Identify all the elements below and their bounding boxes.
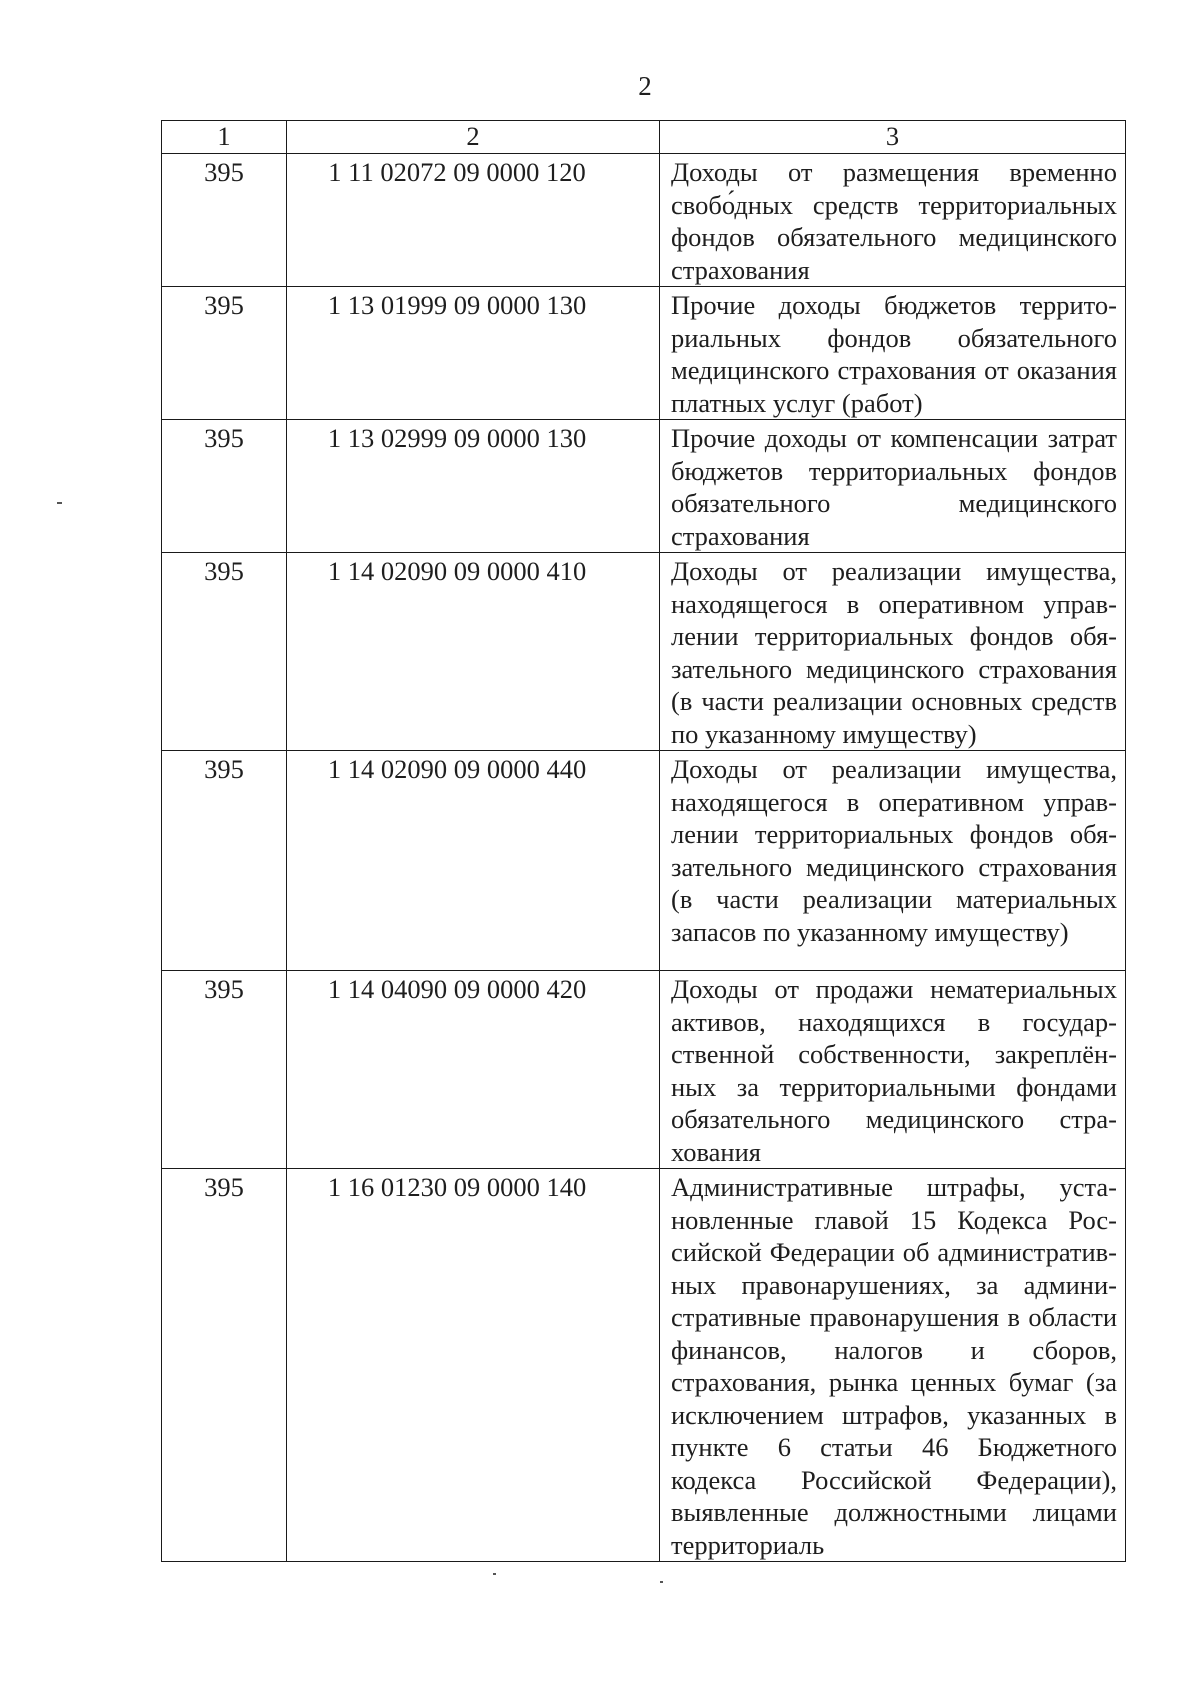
revenue-code-cell: 1 11 02072 09 0000 120 <box>287 154 660 287</box>
scan-speck <box>57 502 62 504</box>
admin-code-cell: 395 <box>162 1169 287 1562</box>
revenue-code-cell: 1 13 01999 09 0000 130 <box>287 287 660 420</box>
revenue-name-cell: Доходы от размещения временно свобо́дных средств территориальных фондов обязательного медицинского страхования <box>660 154 1126 287</box>
revenue-codes-table <box>161 120 1126 1562</box>
admin-code-cell: 395 <box>162 420 287 553</box>
revenue-name-cell: Доходы от продажи нематериальных активов, находящихся в государственной собственности, закреплённых за территориальными фондами обязательного медицинского страхования <box>660 971 1126 1169</box>
admin-code-cell: 395 <box>162 971 287 1169</box>
table-row <box>162 1169 1126 1562</box>
column-header-3: 3 <box>660 121 1126 154</box>
admin-code-cell: 395 <box>162 287 287 420</box>
table-row <box>162 154 1126 287</box>
revenue-code-cell: 1 13 02999 09 0000 130 <box>287 420 660 553</box>
revenue-code-cell: 1 14 02090 09 0000 440 <box>287 751 660 971</box>
revenue-name-cell: Доходы от реализации имущества, находящегося в оперативном управлении территориальных фондов обязательного медицинского страхования (в части реализации материальных запасов по указанному имуществу) <box>660 751 1126 971</box>
column-header-2: 2 <box>287 121 660 154</box>
table-header-row <box>162 121 1126 154</box>
revenue-name-cell: Административные штрафы, установленные главой 15 Кодекса Российской Федерации об административных правонарушениях, за административные правонарушения в области финансов, налогов и сборов, страхования, рынка ценных бумаг (за исключением штрафов, указанных в пункте 6 статьи 46 Бюджетного кодекса Российской Федерации), выявленные должностными лицами территориаль <box>660 1169 1126 1562</box>
column-header-1: 1 <box>162 121 287 154</box>
admin-code-cell: 395 <box>162 553 287 751</box>
revenue-name-cell: Прочие доходы бюджетов территориальных фондов обязательного медицинского страхования от оказания платных услуг (работ) <box>660 287 1126 420</box>
admin-code-cell: 395 <box>162 154 287 287</box>
admin-code-cell: 395 <box>162 751 287 971</box>
scan-speck <box>493 1573 496 1575</box>
revenue-name-cell: Доходы от реализации имущества, находящегося в оперативном управлении территориальных фондов обязательного медицинского страхования (в части реализации основных средств по указанному имуществу) <box>660 553 1126 751</box>
revenue-code-cell: 1 14 02090 09 0000 410 <box>287 553 660 751</box>
revenue-code-cell: 1 16 01230 09 0000 140 <box>287 1169 660 1562</box>
scan-speck <box>660 1581 663 1583</box>
table-row <box>162 287 1126 420</box>
table-row <box>162 553 1126 751</box>
page-number: 2 <box>638 71 652 101</box>
revenue-name-cell: Прочие доходы от компенсации затрат бюджетов территориальных фондов обязательного медицинского страхования <box>660 420 1126 553</box>
revenue-code-cell: 1 14 04090 09 0000 420 <box>287 971 660 1169</box>
table-row <box>162 971 1126 1169</box>
table-row <box>162 751 1126 971</box>
table-row <box>162 420 1126 553</box>
